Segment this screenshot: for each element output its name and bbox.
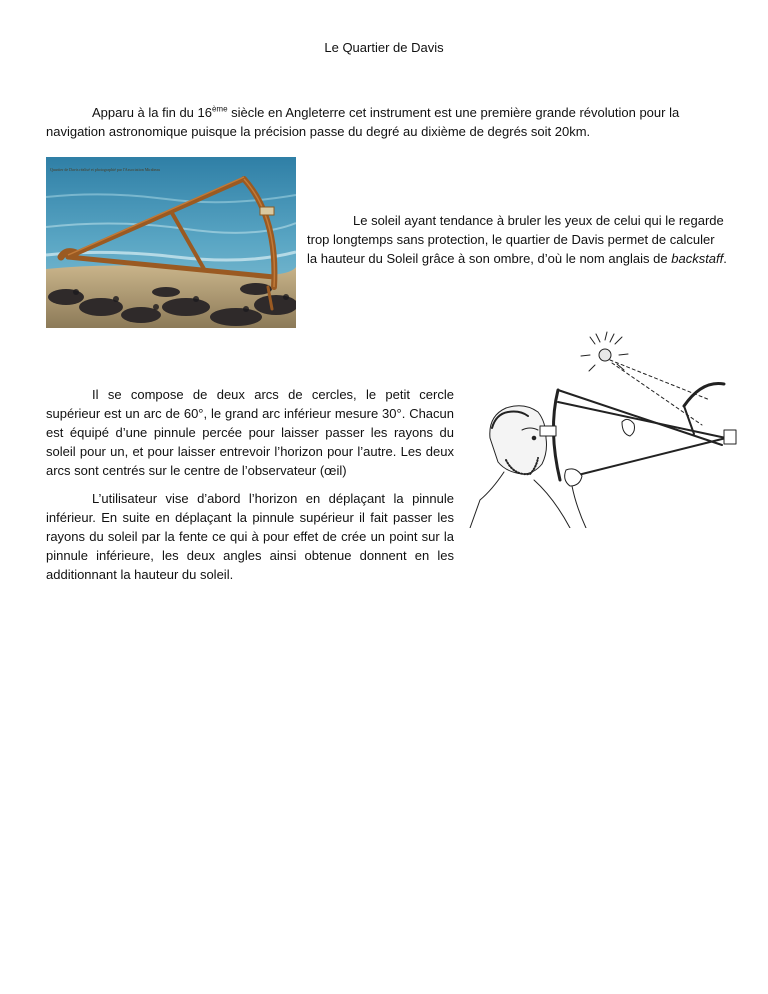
backstaff-user-illustration [462, 330, 754, 528]
photo-caption: Quartier de Davis réalisé et photographié par l'Association Mirabeau [50, 167, 161, 172]
page-title: Le Quartier de Davis [324, 40, 444, 55]
intro-paragraph: Apparu à la fin du 16ème siècle en Angleterre cet instrument est une première grande révolution pour la navigation astronomique puisque la précision passe du degré au dixième de degrés soit 20km. [46, 104, 680, 139]
davis-quadrant-photo [46, 157, 296, 328]
usage-paragraph: L’utilisateur vise d’abord l’horizon en déplaçant la pinnule inférieur. En suite en déplaçant la pinnule supérieur il fait passer les rayons du soleil par la fente ce qui à pour effet de crée un point sur la pinnule inférieure, les deux angles ainsi obtenue donnent en les additionnant la hauteur du soleil. [46, 491, 454, 582]
sun-paragraph: Le soleil ayant tendance à bruler les yeux de celui qui le regarde trop longtemps sans protection, le quartier de Davis permet de calculer la hauteur du Soleil grâce à son ombre, d’où le nom anglais de backstaff. [307, 213, 727, 266]
composition-paragraph: Il se compose de deux arcs de cercles, le petit cercle supérieur est un arc de 60°, le grand arc inférieur mesure 30°. Chacun est équipé d’une pinnule percée pour laisser passer les rayons du soleil pour un, et pour laisser entrevoir l’horizon pour l’autre. Les deux arcs sont centrés sur le centre de l’observateur (œil) [46, 387, 454, 478]
sun-icon [581, 332, 628, 371]
